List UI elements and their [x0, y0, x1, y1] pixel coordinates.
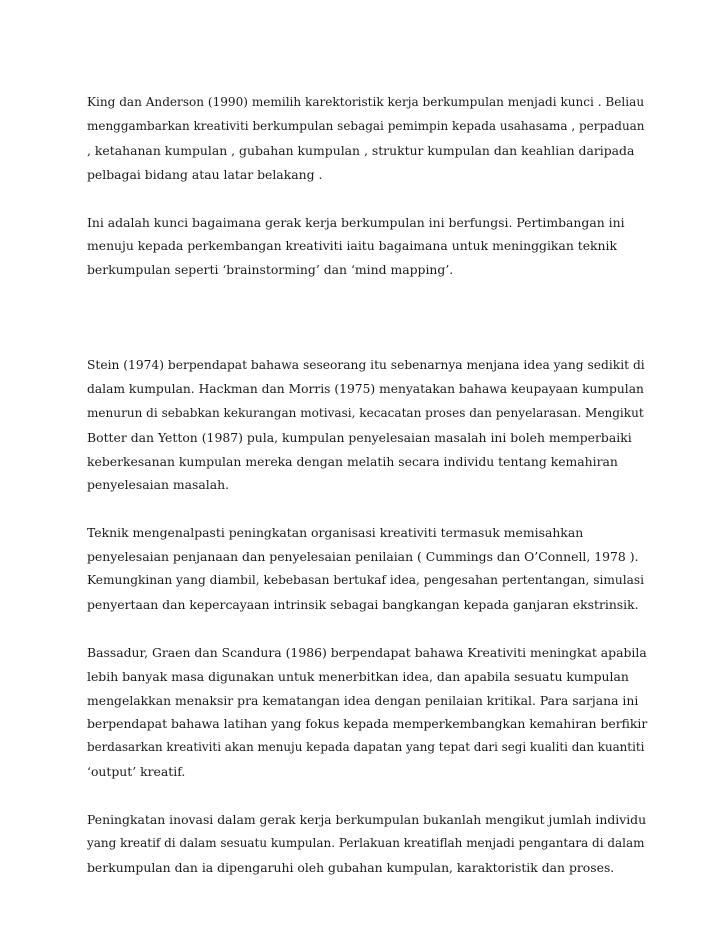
- paragraph-line: King dan Anderson (1990) memilih karektoristik kerja berkumpulan menjadi kunci . Beliau: [87, 95, 645, 109]
- paragraph-line: menurun di sebabkan kekurangan motivasi, kecacatan proses dan penyelarasan. Mengikut: [87, 405, 644, 420]
- paragraph-line: berkumpulan dan ia dipengaruhi oleh gubahan kumpulan, karaktoristik dan proses.: [87, 859, 615, 875]
- paragraph-line: Ini adalah kunci bagaimana gerak kerja berkumpulan ini berfungsi. Pertimbangan ini: [87, 214, 625, 230]
- paragraph-line: yang kreatif di dalam sesuatu kumpulan. Perlakuan kreatiflah menjadi pengantara di dalam: [87, 836, 645, 850]
- paragraph-line: Botter dan Yetton (1987) pula, kumpulan penyelesaian masalah ini boleh memperbaiki: [87, 429, 632, 445]
- paragraph-line: , ketahanan kumpulan , gubahan kumpulan , struktur kumpulan dan keahlian daripada: [87, 142, 635, 158]
- paragraph-line: berpendapat bahawa latihan yang fokus kepada memperkembangkan kemahiran berfikir: [87, 716, 648, 732]
- paragraph-3: [87, 354, 647, 497]
- paragraph-line: berkumpulan seperti ‘brainstorming’ dan ‘mind mapping’.: [87, 262, 454, 278]
- paragraph-line: menuju kepada perkembangan kreativiti iaitu bagaimana untuk meninggikan teknik: [87, 238, 618, 254]
- paragraph-4: [87, 521, 647, 617]
- paragraph-line: Stein (1974) berpendapat bahawa seseorang itu sebenarnya menjana idea yang sedikit di: [87, 357, 645, 372]
- paragraph-line: berdasarkan kreativiti akan menuju kepada dapatan yang tepat dari segi kualiti dan kuantiti: [87, 740, 645, 755]
- paragraph-2: [87, 211, 647, 283]
- paragraph-5: [87, 641, 647, 784]
- paragraph-line: Peningkatan inovasi dalam gerak kerja berkumpulan bukanlah mengikut jumlah individu: [87, 812, 647, 828]
- paragraph-6: [87, 808, 647, 880]
- paragraph-line: mengelakkan menaksir pra kematangan idea dengan penilaian kritikal. Para sarjana ini: [87, 692, 639, 708]
- paragraph-line: lebih banyak masa digunakan untuk menerbitkan idea, dan apabila sesuatu kumpulan: [87, 668, 629, 684]
- paragraph-line: ‘output’ kreatif.: [87, 764, 186, 780]
- paragraph-line: Teknik mengenalpasti peningkatan organisasi kreativiti termasuk memisahkan: [87, 525, 584, 541]
- paragraph-line: penyelesaian masalah.: [87, 477, 230, 493]
- blank-space: [87, 306, 647, 354]
- paragraph-line: keberkesanan kumpulan mereka dengan melatih secara individu tentang kemahiran: [87, 453, 618, 469]
- document-body: [87, 91, 647, 904]
- paragraph-line: penyelesaian penjanaan dan penyelesaian penilaian ( Cummings dan O’Connell, 1978 ).: [87, 549, 639, 565]
- paragraph-line: Kemungkinan yang diambil, kebebasan bertukaf idea, pengesahan pertentangan, simulasi: [87, 573, 645, 588]
- paragraph-line: Bassadur, Graen dan Scandura (1986) berpendapat bahawa Kreativiti meningkat apabila: [87, 644, 647, 660]
- paragraph-1: [87, 91, 647, 187]
- paragraph-line: dalam kumpulan. Hackman dan Morris (1975) menyatakan bahawa keupayaan kumpulan: [87, 381, 644, 396]
- paragraph-line: pelbagai bidang atau latar belakang .: [87, 166, 323, 182]
- paragraph-line: menggambarkan kreativiti berkumpulan sebagai pemimpin kepada usahasama , perpaduan: [87, 118, 645, 133]
- paragraph-line: penyertaan dan kepercayaan intrinsik sebagai bangkangan kepada ganjaran ekstrinsik.: [87, 596, 639, 612]
